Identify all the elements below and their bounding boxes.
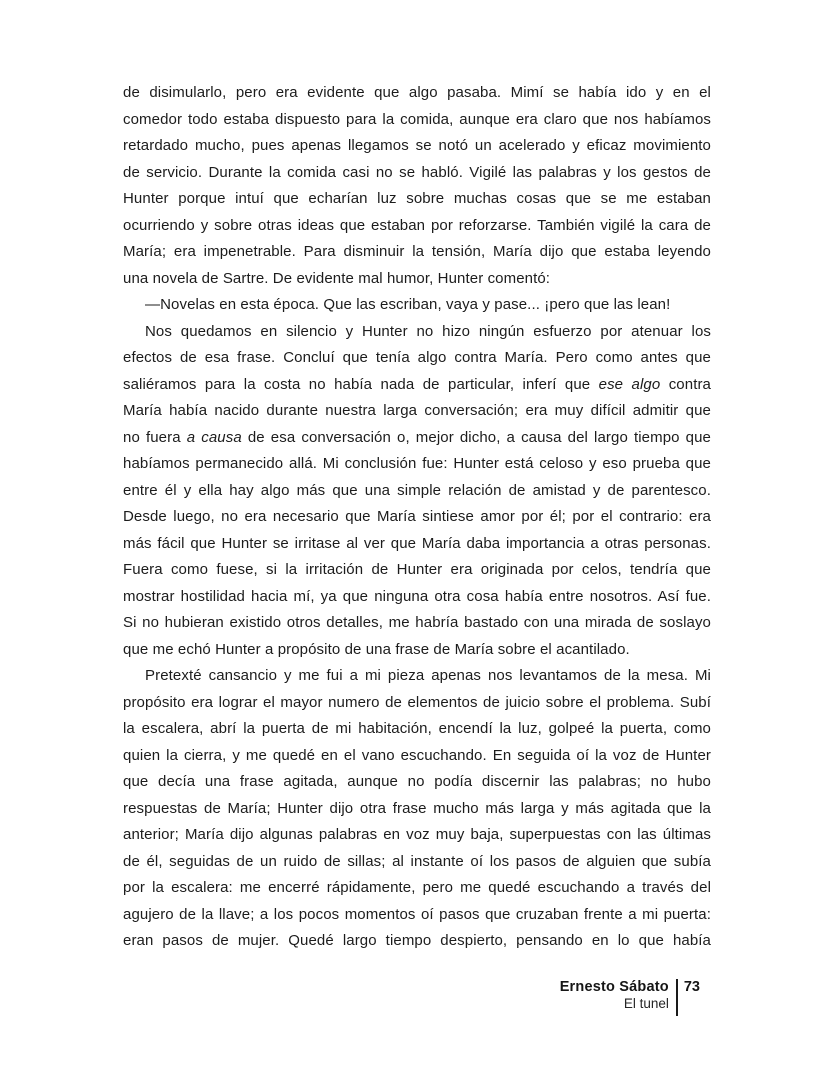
body-text — [123, 80, 711, 955]
text-line: propósito era lograr el mayor numero de elementos de juicio sobre el problema. Subí — [123, 693, 711, 711]
text-line: agujero de la llave; a los pocos momentos oí pasos que cruzaban frente a mi puerta: — [123, 905, 711, 923]
text-line: María; era impenetrable. Para disminuir la tensión, María dijo que estaba leyendo — [123, 243, 711, 260]
text-line: comedor todo estaba dispuesto para la comida, aunque era claro que nos habíamos — [123, 110, 711, 128]
text-line: saliéramos para la costa no había nada de particular, inferí que ese algo contra — [123, 375, 711, 393]
text-line: por la escalera: me encerré rápidamente, pero me quedé escuchando a través del — [123, 879, 711, 896]
text-line: ocurriendo y sobre otras ideas que estaban por reforzarse. También vigilé la cara de — [123, 216, 711, 234]
text-line: quien la cierra, y me quedé en el vano escuchando. En seguida oí la voz de Hunter — [123, 746, 711, 764]
text-line: de servicio. Durante la comida casi no se habló. Vigilé las palabras y los gestos de — [123, 163, 711, 181]
book-title: El tunel — [623, 996, 669, 1011]
footer-author-title-block — [560, 979, 676, 1012]
text-line: eran pasos de mujer. Quedé largo tiempo despierto, pensando en lo que había — [123, 932, 711, 949]
text-line: Hunter porque intuí que echarían luz sobre muchas cosas que se me estaban — [123, 190, 711, 207]
text-line: que me echó Hunter a propósito de una frase de María sobre el acantilado. — [123, 640, 630, 658]
text-line: entre él y ella hay algo más que una simple relación de amistad y de parentesco. — [123, 481, 711, 499]
text-line: anterior; María dijo algunas palabras en voz muy baja, superpuestas con las últimas — [123, 826, 711, 843]
text-line: Fuera como fuese, si la irritación de Hunter era originada por celos, tendría que — [123, 561, 711, 578]
page-number: 73 — [683, 979, 700, 995]
text-line: retardado mucho, pues apenas llegamos se notó un acelerado y eficaz movimiento — [123, 137, 711, 154]
text-line: de disimularlo, pero era evidente que algo pasaba. Mimí se había ido y en el — [123, 84, 711, 101]
text-line: María había nacido durante nuestra larga conversación; era muy difícil admitir que — [123, 402, 711, 419]
text-line: una novela de Sartre. De evidente mal humor, Hunter comentó: — [123, 269, 551, 287]
text-line: efectos de esa frase. Concluí que tenía algo contra María. Pero como antes que — [123, 349, 711, 366]
text-line: de él, seguidas de un ruido de sillas; al instante oí los pasos de alguien que subía — [123, 852, 711, 870]
text-line: la escalera, abrí la puerta de mi habitación, encendí la luz, golpeé la puerta, como — [123, 720, 711, 737]
page-footer — [560, 979, 700, 1016]
text-line: —Novelas en esta época. Que las escriban, vaya y pase... ¡pero que las lean! — [145, 296, 671, 313]
text-line: no fuera a causa de esa conversación o, mejor dicho, a causa del largo tiempo que — [123, 428, 711, 446]
text-line: Si no hubieran existido otros detalles, me habría bastado con una mirada de soslayo — [123, 614, 711, 631]
author-name: Ernesto Sábato — [559, 979, 669, 995]
text-line: mostrar hostilidad hacia mí, ya que ninguna otra cosa había entre nosotros. Así fue. — [123, 587, 711, 605]
text-line: que decía una frase agitada, aunque no podía discernir las palabras; no hubo — [123, 773, 711, 790]
text-line: Desde luego, no era necesario que María sintiese amor por él; por el contrario: era — [123, 508, 711, 525]
text-line: respuestas de María; Hunter dijo otra frase mucho más larga y más agitada que la — [123, 799, 711, 817]
text-line: más fácil que Hunter se irritase al ver que María daba importancia a otras personas. — [123, 534, 711, 552]
text-line: Nos quedamos en silencio y Hunter no hizo ningún esfuerzo por atenuar los — [145, 322, 711, 340]
text-line: Pretexté cansancio y me fui a mi pieza apenas nos levantamos de la mesa. Mi — [145, 667, 711, 684]
text-line: habíamos permanecido allá. Mi conclusión fue: Hunter está celoso y eso prueba que — [123, 455, 711, 472]
